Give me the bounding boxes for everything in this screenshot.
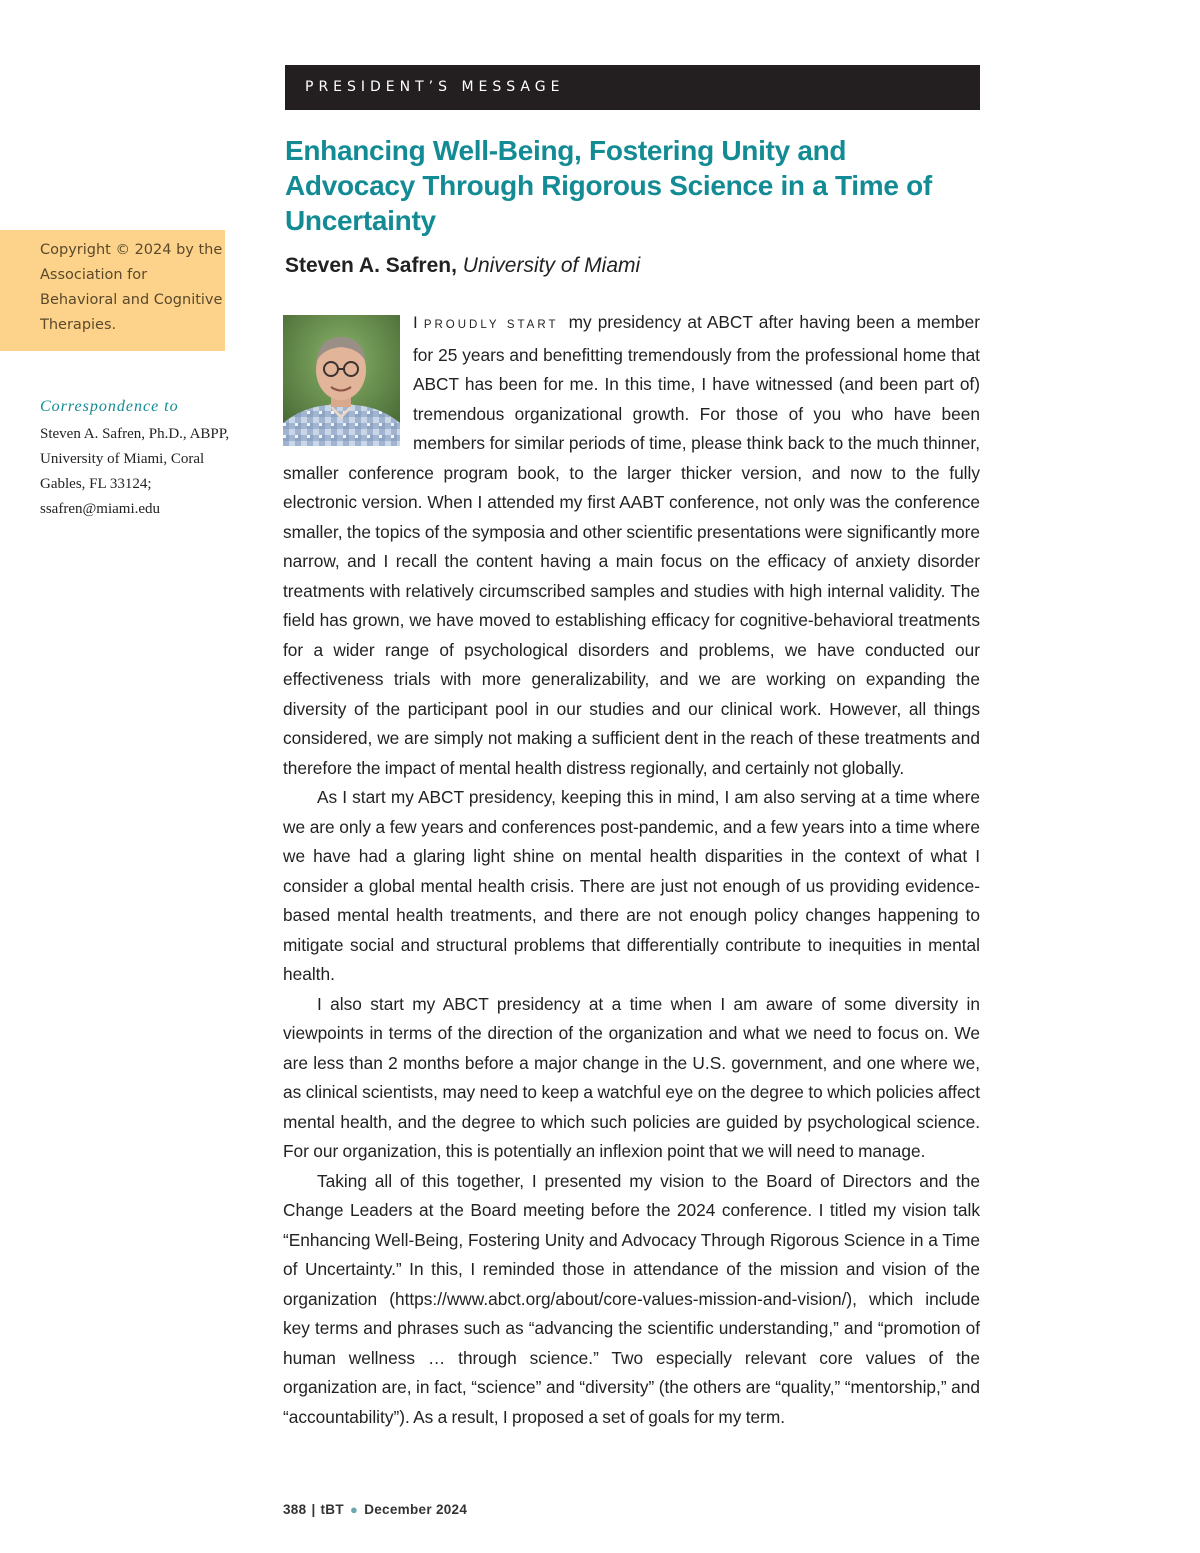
page-footer [283, 1502, 467, 1517]
section-header-bar [285, 65, 980, 110]
section-label: PRESIDENT’S MESSAGE [305, 79, 565, 95]
author-affiliation: University of Miami [462, 254, 641, 277]
photo-wrap-spacer [283, 308, 413, 455]
paragraph: Taking all of this together, I presented my vision to the Board of Directors and the Change Leaders at the Board meeting before the 2024 conference. I titled my vision talk “Enhancing Well-Being, Fostering Unity and Advocacy Through Rigorous Science in a Time of Uncertainty.” In this, I reminded those in attendance of the mission and vision of the organization (https://www.abct.org/about/core-values-mission-and-vision/), which include key terms and phrases such as “advancing the scientific understanding,” and “promotion of human wellness … through science.” Two especially relevant core values of the organization are, in fact, “science” and “diversity” (the others are “quality,” “mentorship,” and “accountability”). As a result, I proposed a set of goals for my term. [283, 1170, 980, 1427]
author-name: Steven A. Safren, [285, 254, 457, 277]
page-number: 388 [283, 1502, 307, 1517]
issue-date: December 2024 [364, 1502, 468, 1517]
paragraph: As I start my ABCT presidency, keeping this in mind, I am also serving at a time where we are only a few years and conferences post-pandemic, and a few years into a time where we have had a glaring light shine on mental health disparities in the context of what I consider a global mental health crisis. There are just not enough of us providing evidence-based mental health treatments, and there are not enough policy changes happening to mitigate social and structural problems that differentially contribute to inequities in mental health. [283, 787, 980, 984]
lead-smallcaps: PROUDLY START [423, 319, 559, 331]
copyright-text: Copyright © 2024 by the Association for Behavioral and Cognitive Therapies. [40, 242, 223, 333]
correspondence-label: Correspondence to [40, 398, 179, 415]
correspondence-note [40, 396, 230, 522]
paragraph [283, 308, 980, 783]
correspondence-text: Steven A. Safren, Ph.D., ABPP, University of Miami, Coral Gables, FL 33124; ssafren@miami.edu [40, 426, 230, 517]
footer-separator: | [311, 1502, 316, 1517]
article-body [283, 308, 980, 1432]
paragraph-text: my presidency at ABCT after having been a member for 25 years and benefitting tremendously from the professional home that ABCT has been for me. In this time, I have witnessed (and been part of) tremendous organizational growth. For those of you who have been members for similar periods of time, please think back to the much thinner, smaller conference program book, to the larger thicker version, and now to the fully electronic version. When I attended my first AABT conference, not only was the conference smaller, the topics of the symposia and other scientific presentations were significantly more narrow, and I recall the content having a main focus on the efficacy of anxiety disorder treatments with relatively circumscribed samples and studies with high internal validity. The field has grown, we have moved to establishing efficacy for cognitive-behavioral treatments for a wider range of psychological disorders and problems, we have conducted our effectiveness trials with more generalizability, and we are working on expanding the diversity of the participant pool in our studies and our clinical work. However, all things considered, we are simply not making a sufficient dent in the reach of these treatments and therefore the impact of mental health distress regionally, and certainly not globally. [283, 312, 980, 778]
journal-name: tBT [320, 1502, 344, 1517]
article-title: Enhancing Well-Being, Fostering Unity and Advocacy Through Rigorous Science in a Time of Uncertainty [285, 135, 932, 236]
paragraph: I also start my ABCT presidency at a time when I am aware of some diversity in viewpoints in terms of the direction of the organization and what we need to focus on. We are less than 2 months before a major change in the U.S. government, and one where we, as clinical scientists, may need to keep a watchful eye on the degree to which policies affect mental health, and the degree to which such policies are guided by psychological science. For our organization, this is potentially an inflexion point that we will need to manage. [283, 993, 980, 1161]
bullet-dot-icon: ● [349, 1502, 359, 1517]
lead-initial: I [413, 313, 418, 332]
byline [285, 252, 640, 280]
copyright-box [0, 230, 225, 351]
